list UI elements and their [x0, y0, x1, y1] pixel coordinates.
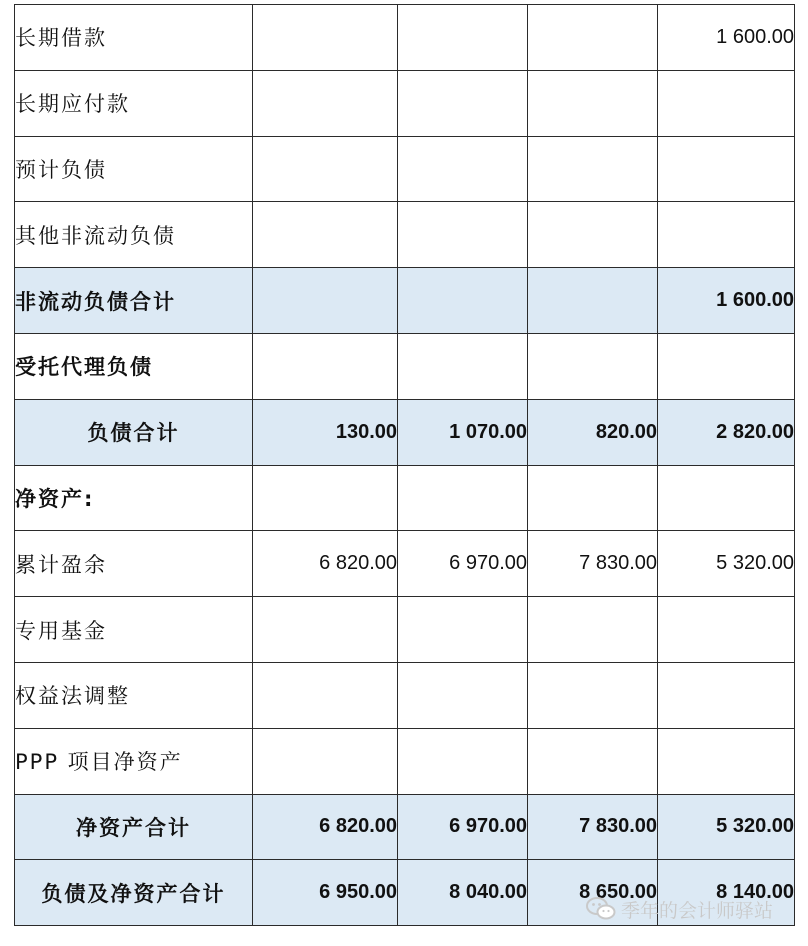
- value-cell-2: [398, 728, 528, 794]
- value-cell-1: [253, 333, 398, 399]
- value-cell-4: [658, 728, 795, 794]
- value-cell-4: [658, 465, 795, 531]
- value-cell-1: 130.00: [253, 399, 398, 465]
- value-cell-4: 2 820.00: [658, 399, 795, 465]
- value-cell-2: [398, 268, 528, 334]
- value-cell-2: 6 970.00: [398, 531, 528, 597]
- value-cell-4: [658, 202, 795, 268]
- row-label: 净资产:: [15, 465, 253, 531]
- value-cell-4: [658, 70, 795, 136]
- row-label: 预计负债: [15, 136, 253, 202]
- value-cell-4: [658, 136, 795, 202]
- value-cell-3: [528, 333, 658, 399]
- value-cell-3: [528, 202, 658, 268]
- value-cell-2: [398, 5, 528, 71]
- table-row: [15, 202, 795, 268]
- table-row: [15, 136, 795, 202]
- row-label: 其他非流动负债: [15, 202, 253, 268]
- row-label: 非流动负债合计: [15, 268, 253, 334]
- value-cell-3: [528, 136, 658, 202]
- table-row: [15, 860, 795, 926]
- value-cell-1: [253, 136, 398, 202]
- balance-sheet-table: [14, 4, 795, 926]
- value-cell-1: [253, 597, 398, 663]
- value-cell-3: [528, 5, 658, 71]
- balance-sheet-body: [15, 5, 795, 926]
- table-row: [15, 597, 795, 663]
- row-label: 长期应付款: [15, 70, 253, 136]
- value-cell-2: 6 970.00: [398, 794, 528, 860]
- value-cell-3: [528, 268, 658, 334]
- table-row: [15, 5, 795, 71]
- table-row: [15, 268, 795, 334]
- value-cell-3: 820.00: [528, 399, 658, 465]
- value-cell-1: [253, 728, 398, 794]
- value-cell-2: [398, 662, 528, 728]
- value-cell-2: [398, 70, 528, 136]
- table-row: [15, 333, 795, 399]
- value-cell-2: 1 070.00: [398, 399, 528, 465]
- value-cell-4: 5 320.00: [658, 794, 795, 860]
- value-cell-3: 8 650.00: [528, 860, 658, 926]
- value-cell-1: 6 820.00: [253, 794, 398, 860]
- value-cell-2: [398, 333, 528, 399]
- value-cell-4: 1 600.00: [658, 5, 795, 71]
- row-label: 累计盈余: [15, 531, 253, 597]
- row-label: PPP 项目净资产: [15, 728, 253, 794]
- watermark-text: 季年的会计师驿站: [621, 899, 774, 922]
- value-cell-1: [253, 268, 398, 334]
- value-cell-2: [398, 136, 528, 202]
- value-cell-2: [398, 465, 528, 531]
- table-row: [15, 728, 795, 794]
- value-cell-3: [528, 465, 658, 531]
- table-row: [15, 662, 795, 728]
- row-label: 受托代理负债: [15, 333, 253, 399]
- value-cell-4: 1 600.00: [658, 268, 795, 334]
- row-label: 净资产合计: [15, 794, 253, 860]
- value-cell-1: [253, 202, 398, 268]
- table-row: [15, 399, 795, 465]
- value-cell-1: [253, 662, 398, 728]
- value-cell-4: [658, 662, 795, 728]
- row-label: 权益法调整: [15, 662, 253, 728]
- value-cell-3: [528, 728, 658, 794]
- value-cell-3: [528, 70, 658, 136]
- table-row: [15, 531, 795, 597]
- value-cell-4: 5 320.00: [658, 531, 795, 597]
- value-cell-1: [253, 465, 398, 531]
- row-label: 负债合计: [15, 399, 253, 465]
- value-cell-1: [253, 70, 398, 136]
- value-cell-3: 7 830.00: [528, 531, 658, 597]
- table-row: [15, 794, 795, 860]
- value-cell-3: [528, 597, 658, 663]
- value-cell-3: 7 830.00: [528, 794, 658, 860]
- row-label: 负债及净资产合计: [15, 860, 253, 926]
- value-cell-2: [398, 202, 528, 268]
- table-row: [15, 70, 795, 136]
- value-cell-1: 6 820.00: [253, 531, 398, 597]
- value-cell-4: [658, 597, 795, 663]
- table-row: [15, 465, 795, 531]
- row-label: 专用基金: [15, 597, 253, 663]
- value-cell-2: [398, 597, 528, 663]
- value-cell-1: [253, 5, 398, 71]
- value-cell-1: 6 950.00: [253, 860, 398, 926]
- value-cell-4: 8 140.00: [658, 860, 795, 926]
- value-cell-2: 8 040.00: [398, 860, 528, 926]
- value-cell-4: [658, 333, 795, 399]
- value-cell-3: [528, 662, 658, 728]
- row-label: 长期借款: [15, 5, 253, 71]
